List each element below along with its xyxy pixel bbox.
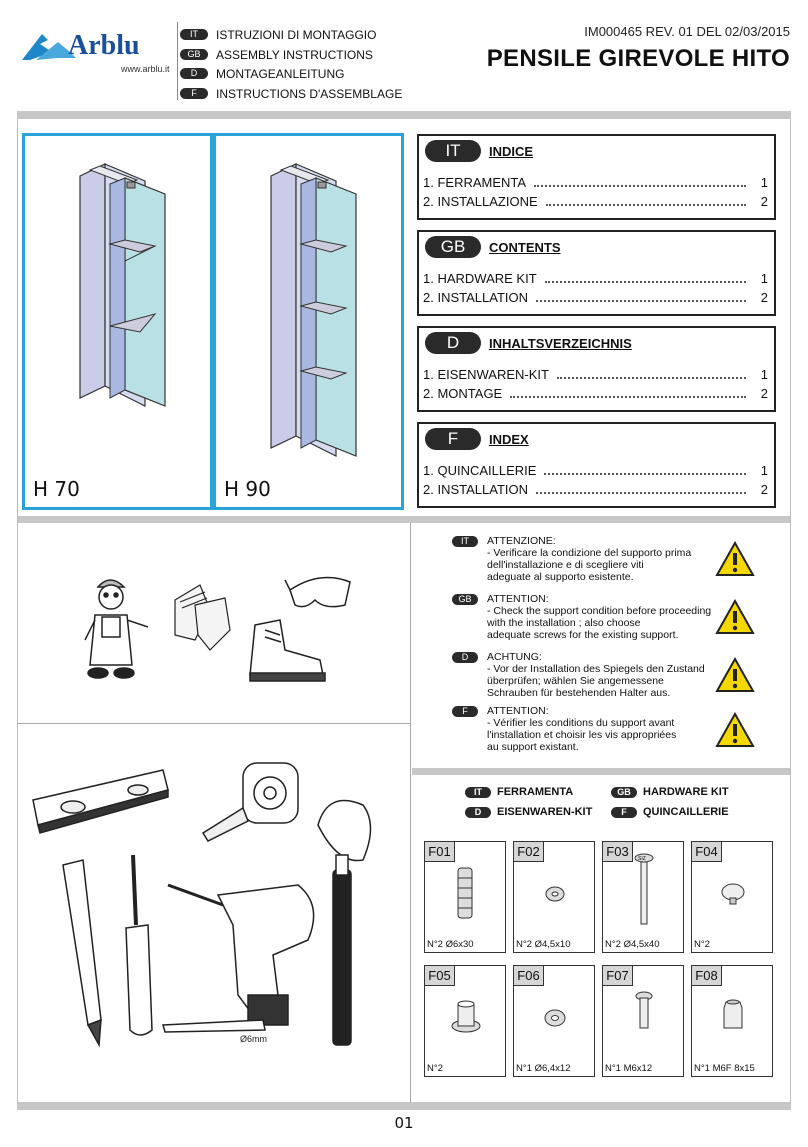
index-item: 2. MONTAGE 2 <box>423 386 768 401</box>
warning-title: ATTENTION: <box>487 705 549 717</box>
hardware-qty: N°2 <box>694 939 710 950</box>
lang-badge: GB <box>180 49 208 60</box>
spirit-level-icon <box>33 770 168 833</box>
hardware-qty: N°2 <box>427 1063 443 1074</box>
pencil-icon <box>63 860 101 1045</box>
lang-d <box>180 65 344 82</box>
lang-badge: GB <box>611 787 637 798</box>
lang-badge: IT <box>465 787 491 798</box>
lang-label: ISTRUZIONI DI MONTAGGIO <box>216 27 377 42</box>
horizontal-divider <box>17 723 410 724</box>
hardware-label-d <box>465 806 592 818</box>
lang-badge: GB <box>425 236 481 258</box>
index-item: 2. INSTALLAZIONE 2 <box>423 194 768 209</box>
model-label: H 70 <box>33 477 80 501</box>
lang-badge: F <box>425 428 481 450</box>
lang-it <box>180 26 376 43</box>
lang-badge: IT <box>452 536 478 547</box>
hardware-code: F08 <box>692 966 722 986</box>
hardware-code: F06 <box>514 966 544 986</box>
warning-triangle-icon <box>715 599 755 635</box>
lang-badge: F <box>180 88 208 99</box>
lang-badge: IT <box>180 29 208 40</box>
lang-label: MONTAGEANLEITUNG <box>216 66 345 81</box>
doc-reference: IM000465 REV. 01 DEL 02/03/2015 <box>584 24 790 39</box>
index-item: 1. HARDWARE KIT 1 <box>423 271 768 286</box>
safety-boot-icon <box>250 620 325 681</box>
hardware-qty: N°2 Ø6x30 <box>427 939 474 950</box>
index-box-it <box>417 134 776 220</box>
drill-icon <box>168 885 314 1025</box>
screwdriver-icon <box>126 855 152 1035</box>
warning-title: ACHTUNG: <box>487 651 542 663</box>
cabinet-h70-illustration <box>25 136 210 466</box>
hammer-icon <box>318 801 371 1046</box>
tape-measure-icon <box>203 763 298 841</box>
washer-icon <box>514 862 596 932</box>
lang-gb <box>180 46 373 63</box>
hardware-label-gb <box>611 786 729 798</box>
index-title: INDICE <box>489 143 534 159</box>
hardware-code: F04 <box>692 842 722 862</box>
index-item: 2. INSTALLATION 2 <box>423 290 768 305</box>
brand-website: www.arblu.it <box>121 64 170 74</box>
model-label: H 90 <box>224 477 271 501</box>
wall-plug-icon <box>425 862 507 932</box>
product-title: PENSILE GIREVOLE HITO <box>486 45 790 72</box>
screw-mark: SIZ <box>638 856 646 862</box>
model-panel-h90 <box>213 133 404 510</box>
index-item: 1. FERRAMENTA 1 <box>423 175 768 190</box>
brand-name: Arblu <box>68 30 140 61</box>
lang-label: INSTRUCTIONS D'ASSEMBLAGE <box>216 86 403 101</box>
gloves-icon <box>175 585 230 650</box>
hardware-label-it <box>465 786 573 798</box>
index-title: INHALTSVERZEICHNIS <box>489 335 632 351</box>
bushing-icon <box>425 986 507 1056</box>
lang-badge: D <box>180 68 208 79</box>
vertical-divider <box>410 523 411 1103</box>
drill-bit-icon <box>163 1020 265 1032</box>
index-box-gb <box>417 230 776 316</box>
screw-icon <box>603 856 685 932</box>
hardware-label-f <box>611 806 729 818</box>
index-item: 1. EISENWAREN-KIT 1 <box>423 367 768 382</box>
hardware-item-f02 <box>513 841 595 953</box>
worker-icon <box>85 580 148 678</box>
hardware-qty: N°1 Ø6,4x12 <box>516 1063 571 1074</box>
knob-icon <box>692 862 774 932</box>
lang-badge: D <box>425 332 481 354</box>
hardware-code: F02 <box>514 842 544 862</box>
hardware-item-f03 <box>602 841 684 953</box>
hardware-item-f06 <box>513 965 595 1077</box>
header-bar <box>17 111 791 119</box>
hardware-code: F07 <box>603 966 633 986</box>
footer-bar <box>17 1102 791 1110</box>
hardware-qty: N°2 Ø4,5x40 <box>605 939 660 950</box>
lang-badge: D <box>452 652 478 663</box>
cabinet-h90-illustration <box>216 136 401 476</box>
lang-badge: F <box>452 706 478 717</box>
lang-badge: F <box>611 807 637 818</box>
safety-glasses-icon <box>285 578 350 607</box>
hardware-qty: N°1 M6F 8x15 <box>694 1063 755 1074</box>
warning-triangle-icon <box>715 657 755 693</box>
tools-illustration <box>28 755 408 1050</box>
lang-badge: GB <box>452 594 478 605</box>
nut-icon <box>692 986 774 1056</box>
brand-logo <box>18 28 178 78</box>
header-divider <box>177 22 178 100</box>
hardware-qty: N°2 Ø4,5x10 <box>516 939 571 950</box>
page-number: 01 <box>394 1114 414 1132</box>
hardware-item-f01 <box>424 841 506 953</box>
hardware-code: F03 <box>603 842 633 862</box>
drill-bit-label: Ø6mm <box>240 1034 267 1044</box>
bolt-icon <box>603 986 685 1056</box>
hardware-label-text: EISENWAREN-KIT <box>497 806 593 818</box>
hardware-item-f04 <box>691 841 773 953</box>
hardware-label-text: FERRAMENTA <box>497 786 574 798</box>
warning-triangle-icon <box>715 541 755 577</box>
hardware-code: F05 <box>425 966 455 986</box>
hardware-item-f07 <box>602 965 684 1077</box>
index-box-d <box>417 326 776 412</box>
lang-f <box>180 85 402 102</box>
lang-badge: IT <box>425 140 481 162</box>
index-item: 2. INSTALLATION 2 <box>423 482 768 497</box>
index-box-f <box>417 422 776 508</box>
index-item: 1. QUINCAILLERIE 1 <box>423 463 768 478</box>
hardware-label-text: QUINCAILLERIE <box>643 806 729 818</box>
hardware-item-f08 <box>691 965 773 1077</box>
lang-label: ASSEMBLY INSTRUCTIONS <box>216 47 373 62</box>
index-title: CONTENTS <box>489 239 561 255</box>
model-panel-h70 <box>22 133 213 510</box>
hardware-item-f05 <box>424 965 506 1077</box>
warning-title: ATTENTION: <box>487 593 549 605</box>
hardware-label-text: HARDWARE KIT <box>643 786 729 798</box>
index-title: INDEX <box>489 431 529 447</box>
warning-title: ATTENZIONE: <box>487 535 556 547</box>
safety-equipment-illustration <box>80 565 350 690</box>
hardware-qty: N°1 M6x12 <box>605 1063 653 1074</box>
washer-icon <box>514 986 596 1056</box>
warning-triangle-icon <box>715 712 755 748</box>
lang-badge: D <box>465 807 491 818</box>
hardware-code: F01 <box>425 842 455 862</box>
